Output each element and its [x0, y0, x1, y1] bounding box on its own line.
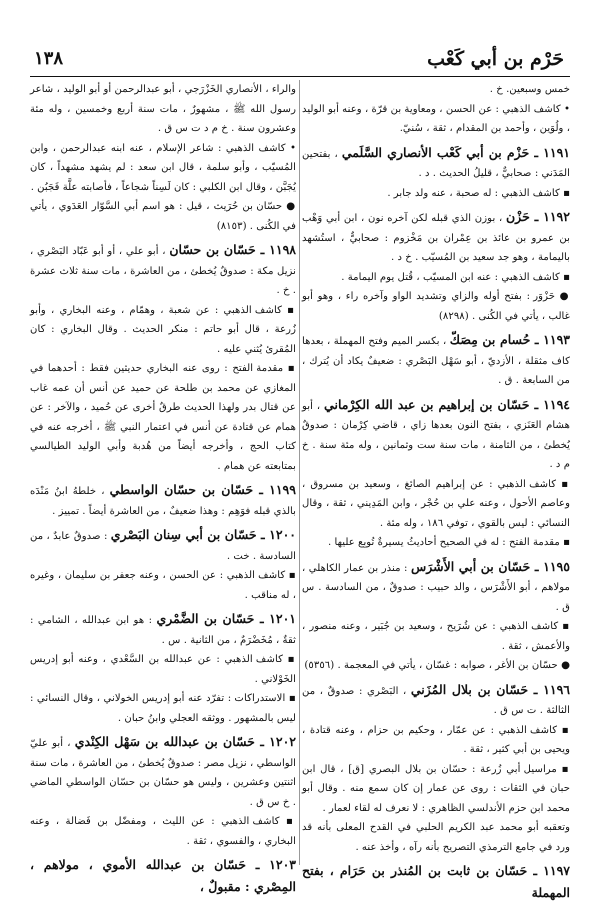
- entry-1200: [30, 525, 296, 605]
- entry-heading: ١٢٠٣ ـ حَسّان بن عبدالله الأموي ، مولاهم ، المِصْري : مقبولٌ ،: [30, 857, 296, 894]
- entry-1196: [302, 680, 570, 858]
- continuation-text: خمس وسبعين. خ .: [489, 84, 570, 95]
- entry-note: ▪ مقدمة الفتح : روى عنه البخاري حديثين فقط : أحدهما في المغازي عن محمد بن طلحة عن حميد عن أنس أن عمه غاب عن قتال بدر ولهذا الحديث طرقٌ أخرى عن حُميد ، والآخر : عن همام عن قتادة عن أنس في اعتمار النبي ﷺ ، أخرجه عنه في كتاب الحج ، وأخرجه أيضاً من هُدبة وأبي الوليد الطيالسي بمتابعته عن همام .: [30, 359, 296, 476]
- entry-1193: [302, 330, 570, 391]
- entry-heading: ١١٩٣ ـ حُسام بن مِصَكّ: [449, 332, 571, 347]
- entry-note: ▪ كاشف الذهبي : عن عمّار ، وحكيم بن حزام ، وعنه قتادة ، ويحيى بن أبي كثير ، ثقة .: [302, 721, 570, 760]
- entry-1202: [30, 732, 296, 851]
- entry-note: ▪ الاستدراكات : تفرّد عنه أبو إدريس الخولاني ، وقال النسائي : ليس بالمشهور . ووثقه العجلي وابنُ حبان .: [30, 689, 296, 728]
- entry-note: ▪ كاشف الذهبي : عن الليث ، ومفضّل بن فَضالة ، وعنه البخاري ، والفسوي ، ثقة .: [30, 812, 296, 851]
- entry-note: ▪ كاشف الذهبي : عن الحسن ، وعنه جعفر بن سليمان ، وغيره ، له مناقب .: [30, 566, 296, 605]
- entry-1201: [30, 609, 296, 728]
- entry-note: ▪ كاشف الذهبي : عن شعبة ، وهمّام ، وعنه البخاري ، وأبو زُرعة ، قال أبو حاتم : منكر الحديث . وقال البخاري : كان المُقرئ يُثني عليه .: [30, 301, 296, 360]
- entry-text: : منذر بن عمار الكاهلي ، مولاهم ، أبو الأَشْرَس ، والد حبيب : صدوقٌ ، من السادسة . س ق .: [302, 562, 570, 613]
- page-number: ١٣٨: [34, 48, 64, 69]
- entry-text: ، بكسر الميم وفتح المهملة ، بعدها كاف مثقلة ، الأزديّ ، أبو سَهْل البَصْري : ضعيفٌ يكاد أن يُترك ، من السابعة . ق .: [302, 336, 570, 386]
- continuation-note: • كاشف الذهبي : شاعر الإسلام ، عنه ابنه عبدالرحمن ، وابن المُسيّب ، وأبو سلمة ، قال ابن سعد : لم يشهد مشهداً ، كان يُجَبَّن ، وقال ابن الكلبي : كان لَسِناً شجاعاً ، فأصابته علَّة فَجَبُن .: [30, 142, 296, 193]
- entry-text: : صدوقٌ عابدٌ ، من السادسة . خت .: [30, 531, 296, 562]
- entry-heading: ١١٩٤ ـ حَسّان بن إبراهيم بن عبد الله الكِرْماني: [324, 396, 570, 412]
- entry-note: ▪ كاشف الذهبي : عن إبراهيم الصائغ ، وسعيد بن مسروق ، وعاصم الأحول ، وعنه علي بن حُجْر ، وابن المَدِيني ، ثقة ، وقال النسائي : ليس بالقوي ، توفي ١٨٦ ، وله مئة .: [302, 475, 570, 534]
- entry-note: ▪ كاشف الذهبي : عن عبدالله بن السَّعْدي ، وعنه أبو إدريس الخَوْلاني .: [30, 650, 296, 689]
- entry-note: وتعقبه أبو محمد عبد الكريم الحلبي في القدح المعلى بأنه قد ورد في جامع الترمذي التصريح بأنه رآه ، وأخذ عنه .: [302, 822, 570, 853]
- entry-heading: ١١٩٩ ـ حَسّان بن حسّان الواسطي: [109, 482, 296, 497]
- entry-note: ▪ مقدمة الفتح : له في الصحيح أحاديثُ يسيرةٌ تُوبِع عليها .: [302, 533, 570, 553]
- entry-text: ، أبو هشام العَنَزي ، بفتح النون بعدها زاي ، قاضي كِرْمان : صدوقٌ يُخطئ ، من الثامنة ، مات سنة ست وثمانين ، وله مئة سنة . خ م د .: [302, 400, 570, 470]
- left-column: [30, 80, 296, 894]
- right-column: [302, 80, 571, 900]
- entry-1194: [302, 395, 570, 553]
- entry-heading: ١١٩٧ ـ حَسّان بن ثابت بن المُنذر بن حَرَام ، بفتح المهملة: [302, 863, 570, 900]
- entry-heading: ١١٩٨ ـ حَسّان بن حسّان: [169, 242, 296, 257]
- continuation-note: • كاشف الذهبي : عن الحسن ، ومعاوية بن قرّة ، وعنه أبو الوليد ، ولُوَين ، وأحمد بن المقدام ، ثقة ، سُنيّ.: [302, 103, 570, 134]
- header-rule: [30, 76, 570, 77]
- entry-text: ، البَصْري : صدوقٌ ، من الثالثة . ت س ق .: [302, 685, 570, 716]
- entry-heading: ١٢٠١ ـ حَسّان بن الضَّمْري: [156, 611, 296, 626]
- entry-heading: ١١٩٢ ـ حَزْن: [506, 209, 570, 224]
- entry-heading: ١٢٠٠ ـ حَسّان بن أبي سِنان البَصْري: [110, 527, 296, 542]
- entry-text: ، بوزن الذي قبله لكن آخره نون ، ابن أبي وَهْب بن عمرو بن عائذ بن عِمْران بن مَخْزوم : صحابيٌّ ، استُشهد باليمامة ، وهو جد سعيد بن المُسيّب . خ د .: [302, 213, 570, 263]
- entry-heading: ١١٩١ ـ حَزْم بن أبي كَعْب الأنصاري السَّلَمي: [341, 144, 571, 160]
- continuation-text: والراء ، الأنصاري الخَزْرَجي ، أبو عبدالرحمن أو أبو الوليد ، شاعر رسول الله ﷺ ، مشهورٌ ، مات سنة أربع وخمسين ، وله مئة وعشرون سنة . خ م د ت س ق .: [30, 84, 296, 134]
- entry-1203: [30, 855, 296, 898]
- cross-reference: ● حسّان بن الأغر ، صوابه : غسّان ، يأتي في المعجمة . (٥٣٥٦): [302, 656, 570, 676]
- entry-text: ، أبو عليّ الواسطي ، نزيل مصر : صدوقٌ يُخطئ ، من العاشرة ، مات سنة اثنتين وعشرين ، وليس هو حسّان بن حسّان الواسطي الماضي . خ س ق .: [30, 738, 296, 808]
- cross-reference: ● حسّان بن حُرَيث ، قيل : هو اسم أبي السَّوّار العَدَوي ، يأتي في الكُنى . (٨١٥٣): [30, 197, 296, 236]
- entry-note: ▪ كاشف الذهبي : عن شُرَيح ، وسعيد بن جُبَير ، وعنه منصور ، والأعمش ، ثقة .: [302, 617, 570, 656]
- entry-note: ▪ مراسيل أبي زُرعة : حسّان بن بلال البصري [ق] ، قال ابن حبان في الثقات : روى عن عمار إن كان سمع منه . وقال أبو محمد ابن حزم الأندلسي الظاهري : لا نعرف له لقاء لعمار .: [302, 760, 570, 819]
- entry-text: ، خلطهُ ابنُ مَنْدَه بالذي قبله فوَهِم : وهذا ضعيفٌ ، من العاشرة أيضاً . تمييز .: [30, 486, 296, 517]
- running-title: حَرْم بن أبي كَعْب: [427, 48, 564, 70]
- entry-note: ▪ كاشف الذهبي : له صحبة ، عنه ولد جابر .: [302, 184, 570, 204]
- entry-note: ▪ كاشف الذهبي : عنه ابن المسيّب ، قُتل يوم اليمامة .: [302, 268, 570, 288]
- entry-1191: [302, 143, 570, 204]
- entry-heading: ١١٩٦ ـ حَسّان بن بلال المُزَني: [410, 681, 570, 697]
- entry-1197: [302, 861, 570, 904]
- cross-reference: ● حَزْوَر : بفتح أوله والزاي وتشديد الواو وآخره راء ، وهو أبو غالب ، يأتي في الكُنى . (٨٢٩٨): [302, 287, 570, 326]
- entry-text: ، بفتحين المَدَني : صحابيٌّ ، قليلُ الحديث . د .: [302, 148, 570, 179]
- entry-heading: ١١٩٥ ـ حَسّان بن أبي الأَشْرَس: [410, 558, 570, 574]
- entry-1195: [302, 557, 570, 676]
- entry-text: ، أبو علي ، أو أبو عَبّاد البَصْري ، نزيل مكة : صدوقٌ يُخطئ ، من العاشرة ، مات سنة ثلاث عشرة . خ .: [30, 246, 296, 296]
- entry-1199: [30, 480, 296, 521]
- running-header: [30, 48, 570, 74]
- column-divider: [299, 80, 300, 865]
- entry-text: : هو ابن عبدالله ، الشامي : ثقةٌ ، مُخَضْرَمٌ ، من الثانية . س .: [30, 615, 296, 646]
- entry-1192: [302, 207, 570, 326]
- entry-heading: ١٢٠٢ ـ حَسّان بن عبدالله بن سَهْل الكِنْدي: [74, 734, 296, 749]
- entry-1198: [30, 240, 296, 476]
